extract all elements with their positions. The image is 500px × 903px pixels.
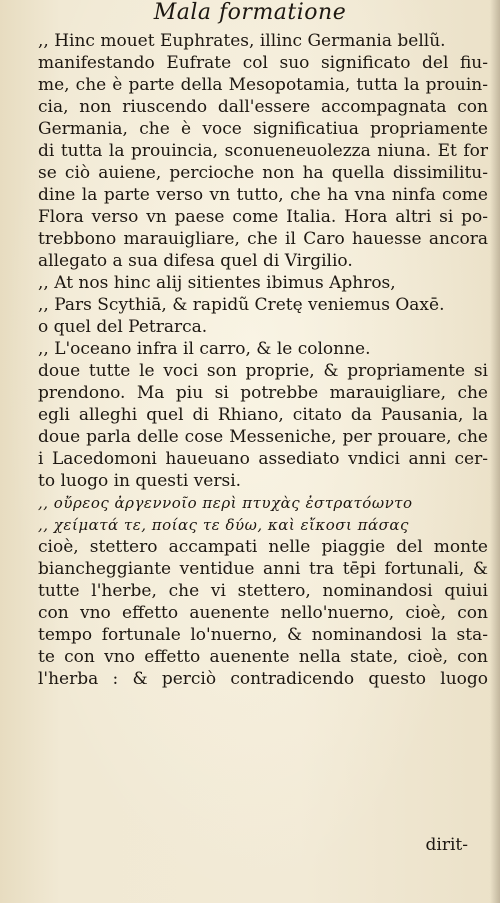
page-edge-shadow: [490, 0, 500, 903]
running-head: Mala formatione: [153, 0, 347, 25]
text-line: biancheggiante ventidue anni tra tēpi fortunali, &: [38, 559, 488, 579]
text-line: prendono. Ma piu si potrebbe marauigliare, che: [38, 383, 488, 403]
text-line: trebbono marauigliare, che il Caro hauesse ancora: [38, 229, 488, 249]
verse-quote-line: ,, At nos hinc alij sitientes ibimus Aphros,: [38, 273, 396, 293]
text-line: cioè, stettero accampati nelle piaggie del monte: [38, 537, 488, 557]
text-line: allegato a sua difesa quel di Virgilio.: [38, 251, 353, 271]
greek-verse-line: ,, χείματά τε, ποίας τε δύω, καὶ εἴκοσι πάσας: [38, 516, 409, 534]
text-line: cia, non riuscendo dall'essere accompagnata con: [38, 97, 488, 117]
text-line: doue tutte le voci son proprie, & propriamente si: [38, 361, 488, 381]
text-line: i Lacedomoni haueuano assediato vndici anni cer-: [38, 449, 488, 469]
text-line: se ciò auiene, percioche non ha quella dissimilitu-: [38, 163, 488, 183]
text-line: con vno effetto auenente nello'nuerno, cioè, con: [38, 603, 488, 623]
text-line: l'herba : & perciò contradicendo questo luogo: [38, 669, 488, 689]
text-line: tempo fortunale lo'nuerno, & nominandosi la sta-: [38, 625, 488, 645]
text-line: Germania, che è voce significatiua propriamente: [38, 119, 488, 139]
catchword: dirit-: [425, 835, 468, 855]
text-line: me, che è parte della Mesopotamia, tutta la prouin-: [38, 75, 488, 95]
text-line: egli alleghi quel di Rhiano, citato da Pausania, la: [38, 405, 488, 425]
text-line: di tutta la prouincia, sconueneuolezza niuna. Et for: [38, 141, 488, 161]
text-line: to luogo in questi versi.: [38, 471, 242, 491]
text-line: manifestando Eufrate col suo significato del fiu-: [38, 53, 488, 73]
text-line: Flora verso vn paese come Italia. Hora altri si po-: [38, 207, 488, 227]
text-line: tutte l'herbe, che vi stettero, nominandosi quiui: [38, 581, 488, 601]
text-line: te con vno effetto auenente nella state, cioè, con: [38, 647, 488, 667]
greek-verse-line: ,, οὔρεος ἀργεννοῖο περὶ πτυχὰς ἐστρατόωντο: [38, 494, 413, 512]
text-line: dine la parte verso vn tutto, che ha vna ninfa come: [38, 185, 488, 205]
verse-quote-line: ,, Pars Scythiā, & rapidũ Cretę veniemus Oaxē.: [38, 295, 445, 315]
text-line: o quel del Petrarca.: [38, 317, 208, 337]
verse-quote-line: ,, L'oceano infra il carro, & le colonne.: [38, 339, 371, 359]
body-text: [38, 30, 488, 690]
verse-quote-line: ,, Hinc mouet Euphrates, illinc Germania bellũ.: [38, 31, 446, 51]
text-line: doue parla delle cose Messeniche, per prouare, che: [38, 427, 488, 447]
